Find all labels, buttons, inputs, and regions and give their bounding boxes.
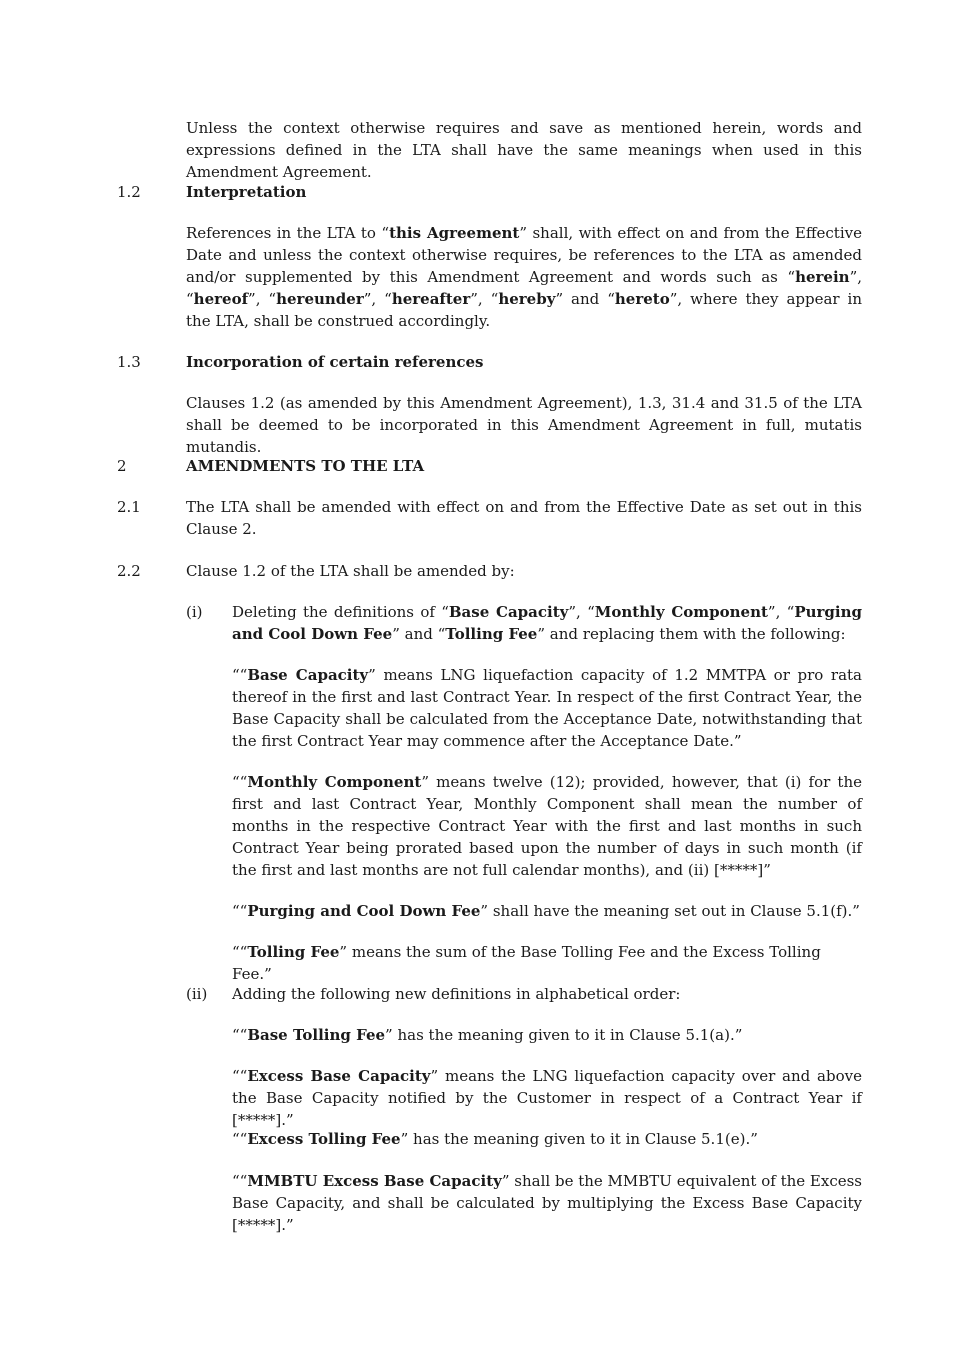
item-number-ii: (ii) (186, 985, 208, 1003)
clause-number-1-3: 1.3 (117, 353, 141, 371)
definition-mmbtu-excess-base-capacity: ““MMBTU Excess Base Capacity” shall be the MMBTU equivalent of the Excess Base Capacity, and shall be calculated by multiplying the Excess Base Capacity [*****].” (232, 1172, 862, 1234)
interpretation-paragraph: References in the LTA to “this Agreement” shall, with effect on and from the Effective Date and unless the context otherwise requires, be references to the LTA as amended and/or supplemented by this Amendment Agreement and words such as “herein”, “hereof”, “hereunder”, “hereafter”, “hereby” and “hereto”, where they appear in the LTA, shall be construed accordingly. (186, 224, 863, 330)
definition-base-capacity: ““Base Capacity” means LNG liquefaction capacity of 1.2 MMTPA or pro rata thereof in the first and last Contract Year. In respect of the first Contract Year, the Base Capacity shall be calculated from the Acceptance Date, notwithstanding that the first Contract Year may commence after the Acceptance Date.” (232, 666, 863, 750)
clause-heading-amendments: AMENDMENTS TO THE LTA (186, 457, 425, 475)
clause-2-1-paragraph: The LTA shall be amended with effect on and from the Effective Date as set out in this Clause 2. (186, 498, 862, 538)
item-ii-paragraph: Adding the following new definitions in alphabetical order: (232, 985, 681, 1003)
definition-purging-cool-down-fee: ““Purging and Cool Down Fee” shall have the meaning set out in Clause 5.1(f).” (232, 902, 860, 920)
clause-number-2: 2 (117, 457, 127, 475)
clause-number-2-2: 2.2 (117, 562, 141, 580)
incorporation-paragraph: Clauses 1.2 (as amended by this Amendment Agreement), 1.3, 31.4 and 31.5 of the LTA shall be deemed to be incorporated in this Amendment Agreement in full, mutatis mutandis. (186, 394, 862, 456)
item-i-paragraph: Deleting the definitions of “Base Capacity”, “Monthly Component”, “Purging and Cool Down Fee” and “Tolling Fee” and replacing them with the following: (232, 603, 863, 643)
definition-tolling-fee: ““Tolling Fee” means the sum of the Base Tolling Fee and the Excess Tolling Fee.” (232, 943, 821, 983)
definition-monthly-component: ““Monthly Component” means twelve (12); provided, however, that (i) for the first and last Contract Year, Monthly Component shall mean the number of months in the respective Contract Year with the first and last months in such Contract Year being prorated based upon the number of days in such month (if the first and last months are not full calendar months), and (ii) [*****]” (232, 773, 862, 879)
definition-base-tolling-fee: ““Base Tolling Fee” has the meaning given to it in Clause 5.1(a).” (232, 1026, 743, 1044)
clause-heading-interpretation: Interpretation (186, 183, 307, 201)
clause-number-1-2: 1.2 (117, 183, 141, 201)
definition-excess-tolling-fee: ““Excess Tolling Fee” has the meaning given to it in Clause 5.1(e).” (232, 1130, 758, 1148)
definition-excess-base-capacity: ““Excess Base Capacity” means the LNG liquefaction capacity over and above the Base Capacity notified by the Customer in respect of a Contract Year if [*****].” (232, 1067, 862, 1129)
item-number-i: (i) (186, 603, 203, 621)
clause-2-2-paragraph: Clause 1.2 of the LTA shall be amended by: (186, 562, 515, 580)
intro-paragraph: Unless the context otherwise requires and save as mentioned herein, words and expressions defined in the LTA shall have the same meanings when used in this Amendment Agreement. (186, 119, 862, 181)
clause-heading-incorporation: Incorporation of certain references (186, 353, 484, 371)
clause-number-2-1: 2.1 (117, 498, 141, 516)
